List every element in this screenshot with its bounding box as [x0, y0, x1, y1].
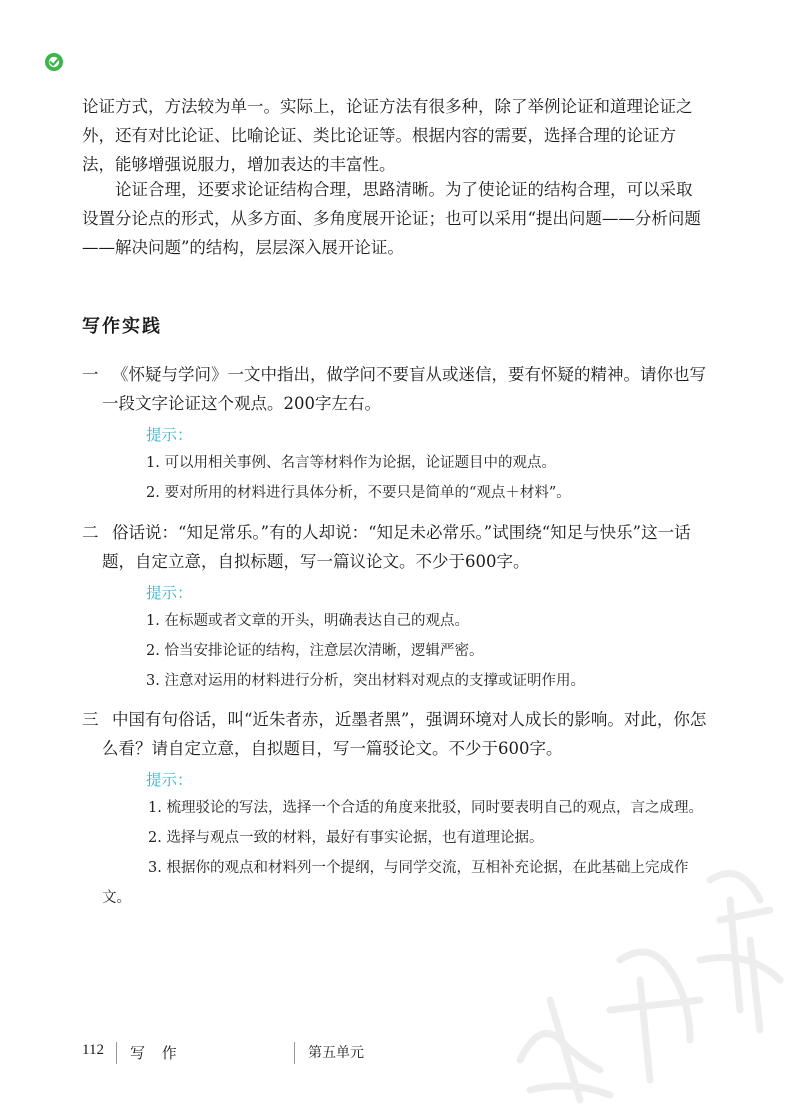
task-2	[82, 518, 708, 696]
publisher-logo-icon	[44, 52, 64, 72]
task-prompt: 《怀疑与学问》一文中指出，做学问不要盲从或迷信，要有怀疑的精神。请你也写一段文字论证这个观点。200字左右。	[102, 365, 706, 413]
hint-label: 提示：	[146, 584, 193, 602]
hint-list	[146, 606, 708, 696]
hint-label: 提示：	[146, 426, 193, 444]
hint-list	[146, 448, 708, 508]
hint-list	[102, 793, 708, 913]
task-number: 二	[82, 523, 99, 542]
task-1	[82, 360, 708, 508]
hint-item: 1. 在标题或者文章的开头，明确表达自己的观点。	[146, 613, 469, 629]
hint-item: 3. 注意对运用的材料进行分析，突出材料对观点的支撑或证明作用。	[146, 673, 585, 689]
task-prompt: 中国有句俗话，叫“近朱者赤，近墨者黑”，强调环境对人成长的影响。对此，你怎么看？请自定立意，自拟题目，写一篇驳论文。不少于600字。	[102, 710, 707, 758]
hint-item: 2. 恰当安排论证的结构，注意层次清晰，逻辑严密。	[146, 643, 484, 659]
body-paragraph-2: 论证合理，还要求论证结构合理，思路清晰。为了使论证的结构合理，可以采取设置分论点的形式，从多方面、多角度展开论证；也可以采用“提出问题——分析问题——解决问题”的结构，层层深入展开论证。	[82, 180, 701, 257]
task-3	[82, 705, 708, 913]
hint-item: 1. 梳理驳论的写法，选择一个合适的角度来批驳，同时要表明自己的观点，言之成理。	[148, 800, 703, 816]
section-title: 写作实践	[82, 316, 162, 337]
footer-unit-label: 第五单元	[308, 1045, 364, 1061]
task-number: 三	[82, 710, 99, 729]
page-number: 112	[82, 1042, 104, 1058]
hint-item: 3. 根据你的观点和材料列一个提纲，与同学交流，互相补充论据，在此基础上完成作文。	[102, 860, 689, 906]
task-prompt: 俗话说：“知足常乐。”有的人却说：“知足未必常乐。”试围绕“知足与快乐”这一话题，自定立意，自拟标题，写一篇议论文。不少于600字。	[102, 523, 691, 571]
body-paragraph-1: 论证方式，方法较为单一。实际上，论证方法有很多种，除了举例论证和道理论证之外，还有对比论证、比喻论证、类比论证等。根据内容的需要，选择合理的论证方法，能够增强说服力，增加表达的丰富性。	[82, 97, 693, 174]
task-number: 一	[82, 365, 99, 384]
footer-divider	[116, 1042, 117, 1064]
hint-label: 提示：	[146, 771, 193, 789]
footer-divider	[294, 1042, 295, 1064]
hint-item: 2. 选择与观点一致的材料，最好有事实论据，也有道理论据。	[148, 830, 544, 846]
footer-section-label: 写 作	[130, 1044, 183, 1062]
hint-item: 2. 要对所用的材料进行具体分析，不要只是简单的“观点＋材料”。	[146, 485, 571, 501]
hint-item: 1. 可以用相关事例、名言等材料作为论据，论证题目中的观点。	[146, 455, 556, 471]
page-footer	[82, 1042, 722, 1072]
